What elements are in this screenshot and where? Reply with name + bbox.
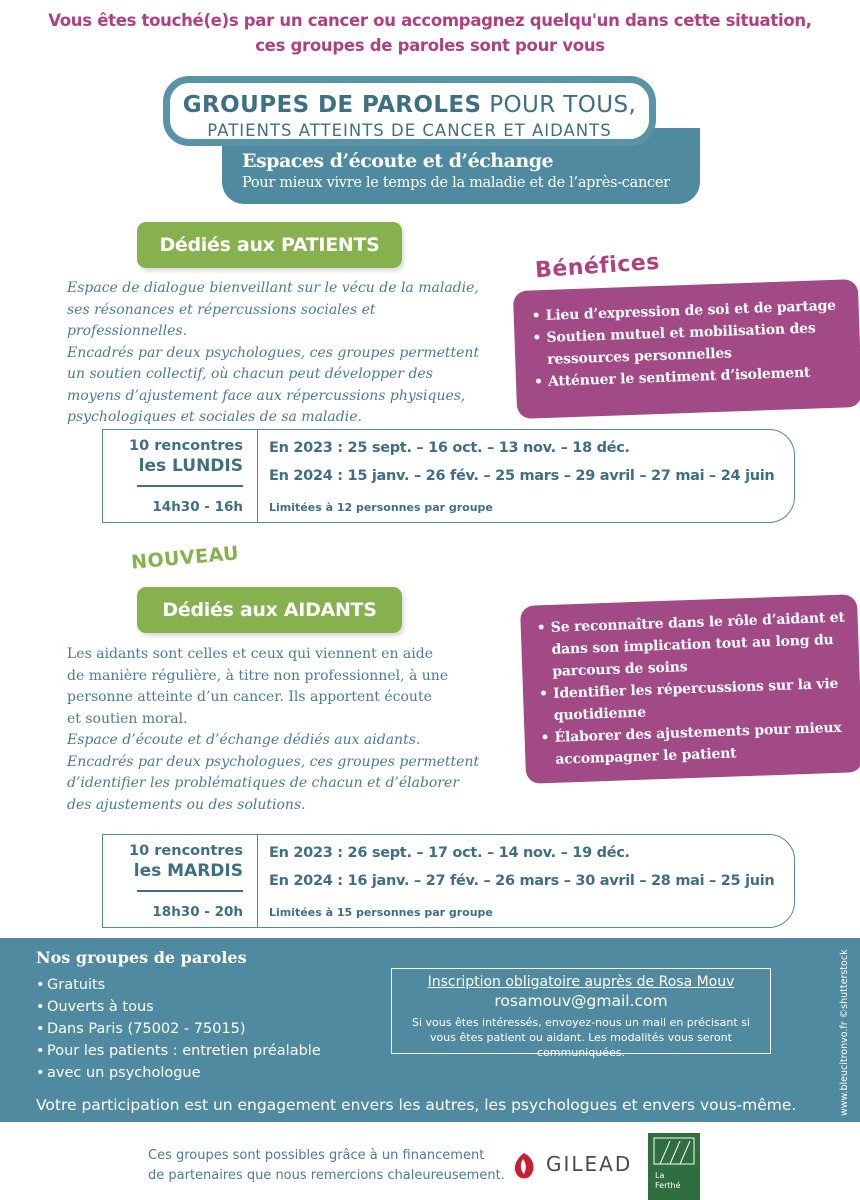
info-item: • Ouverts à tous (36, 996, 321, 1018)
aidants-benefits-box (520, 594, 860, 784)
patients-benefits-box (513, 279, 860, 419)
aidants-schedule (102, 834, 795, 928)
benefit-item: • Identifier les répercussions sur la vie quotidienne (537, 672, 851, 727)
divider (137, 485, 243, 487)
group-limit: Limitées à 12 personnes par groupe (269, 501, 493, 514)
teal-banner-title: Espaces d’écoute et d’échange (242, 150, 554, 172)
patients-desc-line: psychologiques et sociales de sa maladie. (67, 409, 362, 425)
info-list (36, 974, 321, 1084)
patients-description (67, 278, 492, 429)
meeting-hours: 14h30 - 16h (152, 499, 243, 515)
inscription-box (391, 968, 771, 1059)
info-band (0, 938, 860, 1122)
info-item: • Gratuits (36, 974, 321, 996)
meeting-hours: 18h30 - 20h (152, 904, 243, 920)
intro-text (0, 8, 860, 58)
page-subtitle: PATIENTS ATTEINTS DE CANCER ET AIDANTS (207, 121, 612, 140)
aidants-desc-line: Espace d’écoute et d’échange dédiés aux aidants. (67, 732, 421, 748)
gilead-logo-text: GILEAD (546, 1152, 633, 1176)
title-box (163, 76, 656, 146)
benefit-item: • Atténuer le sentiment d’isolement (532, 360, 850, 393)
info-item: • Pour les patients : entretien préalable (36, 1040, 321, 1062)
meeting-count: 10 rencontres les MARDIS (129, 843, 243, 881)
dates-2024: En 2024 : 15 janv. – 26 fév. – 25 mars – 29 avril – 27 mai – 24 juin (269, 468, 775, 484)
intro-line-1: Vous êtes touché(e)s par un cancer ou accompagnez quelqu'un dans cette situation, (48, 11, 812, 30)
ferthe-emblem-icon (648, 1133, 700, 1169)
patients-desc-line: Encadrés par deux psychologues, ces groupes permettent (67, 344, 480, 361)
aidants-description (67, 644, 492, 816)
benefit-item: • Soutien mutuel et mobilisation des ressources personnelles (530, 316, 848, 371)
aidants-schedule-left (103, 835, 258, 927)
benefit-item: • Se reconnaître dans le rôle d’aidant et dans son implication tout au long du parcours de soins (534, 607, 849, 684)
benefits-title: Bénéfices (534, 249, 661, 284)
footer-thanks (148, 1146, 505, 1186)
footer-line-2: de partenaires que nous remercions chaleureusement. (148, 1168, 505, 1183)
patients-desc-line: moyens d’ajustement face aux répercussions physiques, (67, 387, 466, 404)
benefit-item: • Élaborer des ajustements pour mieux accompagner le patient (538, 716, 852, 771)
aidants-desc-line: personne atteinte d’un cancer. Ils apportent écoute (67, 689, 432, 705)
inscription-details: Si vous êtes intéressés, envoyez-nous un mail en précisant si vous êtes patient ou aidant. Les modalités vous seront communiquées. (412, 1016, 750, 1059)
patients-schedule (102, 429, 795, 523)
engagement-text: Votre participation est un engagement envers les autres, les psychologues et envers vous-même. (36, 1096, 797, 1114)
info-title: Nos groupes de paroles (36, 948, 247, 967)
ferthe-logo (648, 1133, 700, 1200)
footer-line-1: Ces groupes sont possibles grâce à un financement (148, 1148, 485, 1163)
patients-desc-line: ses résonances et répercussions sociales et professionnelles. (67, 301, 376, 339)
page-title: GROUPES DE PAROLES POUR TOUS, (182, 92, 637, 118)
group-limit: Limitées à 15 personnes par groupe (269, 906, 493, 919)
aidants-desc-line: et soutien moral. (67, 710, 188, 727)
inscription-title: Inscription obligatoire auprès de Rosa Mouv (427, 974, 735, 990)
benefit-item: • Lieu d’expression de soi et de partage (529, 294, 847, 327)
gilead-logo-icon (510, 1151, 538, 1181)
aidants-desc-line: de manière régulière, à titre non professionnel, à une (67, 667, 449, 684)
aidants-desc-line: Encadrés par deux psychologues, ces groupes permettent (67, 753, 480, 770)
aidants-pill: Dédiés aux AIDANTS (137, 587, 402, 633)
divider (137, 890, 243, 892)
contact-email[interactable]: rosamouv@gmail.com (494, 992, 668, 1010)
aidants-desc-line: Les aidants sont celles et ceux qui viennent en aide (67, 646, 433, 662)
intro-line-2: ces groupes de paroles sont pour vous (255, 36, 605, 55)
patients-desc-line: Espace de dialogue bienveillant sur le vécu de la maladie, (67, 280, 479, 296)
dates-2024: En 2024 : 16 janv. – 27 fév. – 26 mars – 30 avril – 28 mai – 25 juin (269, 873, 775, 889)
teal-banner-subtitle: Pour mieux vivre le temps de la maladie et de l’après-cancer (242, 175, 670, 191)
dates-2023: En 2023 : 25 sept. – 16 oct. – 13 nov. – 18 déc. (269, 440, 630, 456)
new-label: NOUVEAU (130, 542, 240, 574)
ferthe-logo-text: La Ferthé (655, 1171, 681, 1190)
meeting-count: 10 rencontres les LUNDIS (129, 438, 243, 476)
dates-2023: En 2023 : 26 sept. – 17 oct. – 14 nov. – 19 déc. (269, 845, 630, 861)
info-item: • avec un psychologue (36, 1062, 321, 1084)
aidants-desc-line: des ajustements ou des solutions. (67, 796, 306, 813)
credit-text: www.bleucitronvo.fr ©shutterstock (839, 949, 850, 1116)
patients-schedule-left (103, 430, 258, 522)
patients-pill: Dédiés aux PATIENTS (137, 222, 402, 268)
info-item: • Dans Paris (75002 - 75015) (36, 1018, 321, 1040)
patients-desc-line: un soutien collectif, où chacun peut développer des (67, 366, 433, 382)
aidants-desc-line: d’identifier les problématiques de chacun et d’élaborer (67, 775, 460, 791)
